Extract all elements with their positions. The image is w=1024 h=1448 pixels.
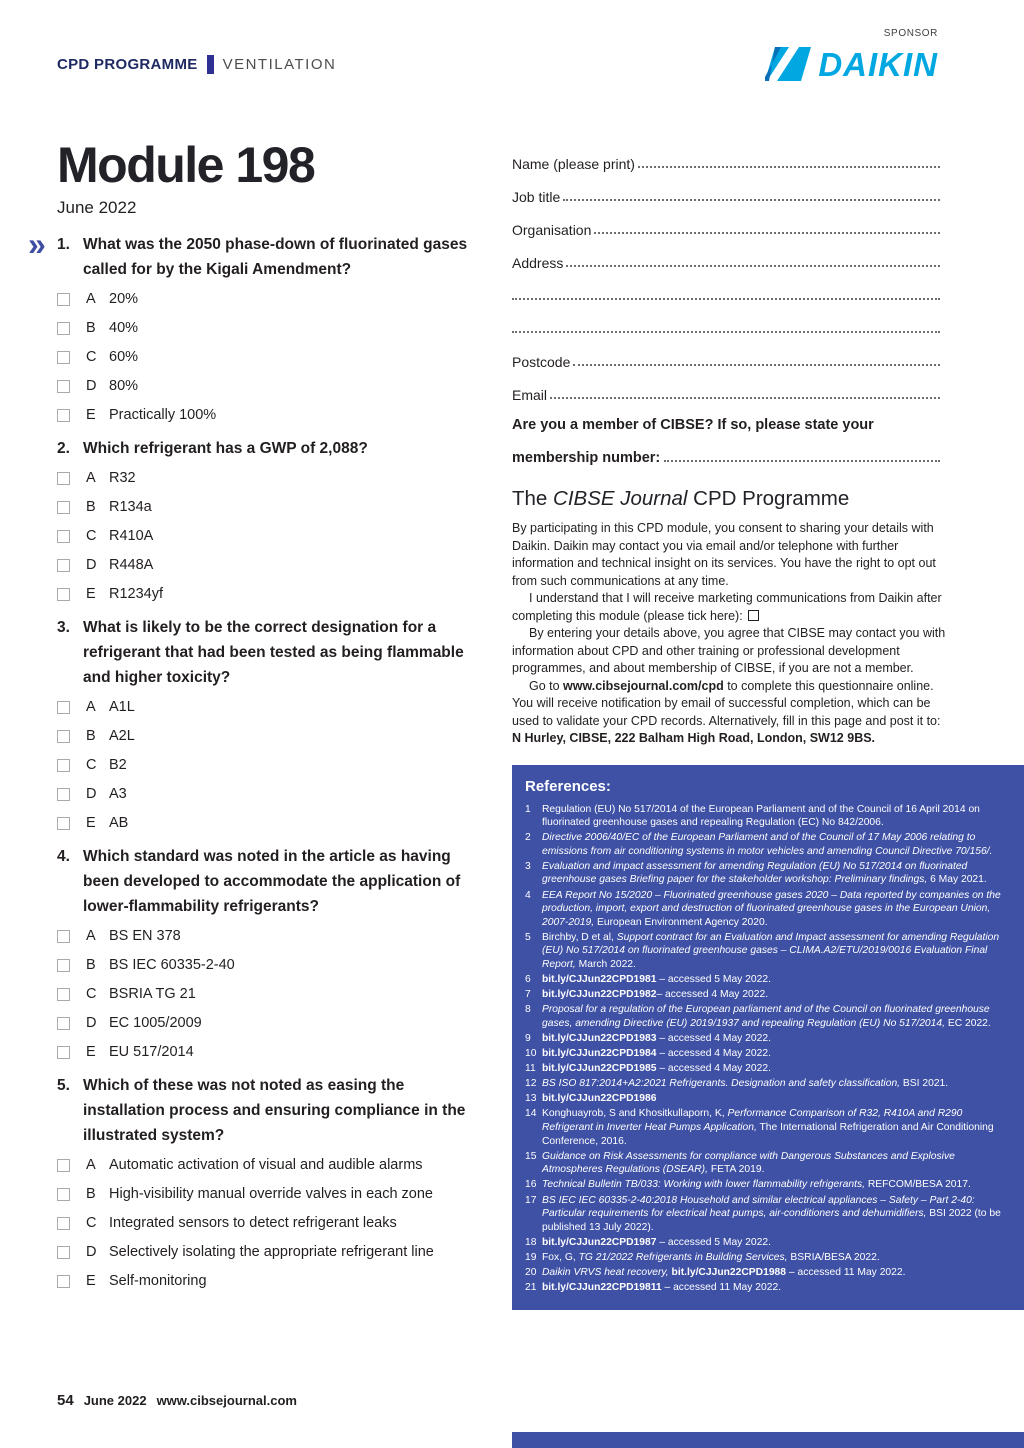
text-segment: – accessed 4 May 2022. bbox=[656, 989, 769, 1001]
option-letter: A bbox=[86, 699, 96, 715]
cpd-paragraph bbox=[512, 520, 948, 590]
reference-item bbox=[525, 988, 1008, 1002]
option-label: EU 517/2014 bbox=[109, 1044, 194, 1060]
reference-text bbox=[542, 1178, 1008, 1192]
form-field-label: Organisation bbox=[512, 222, 592, 238]
footer bbox=[57, 1392, 297, 1409]
bold-text: www.cibsejournal.com/cpd bbox=[563, 678, 724, 693]
option-label: B2 bbox=[109, 757, 127, 773]
form-field-label: Address bbox=[512, 255, 564, 271]
reference-text bbox=[542, 1194, 1008, 1235]
title-journal-name: CIBSE Journal bbox=[553, 487, 688, 510]
text-segment: March 2022. bbox=[575, 959, 636, 971]
question-text: What is likely to be the correct designation for a refrigerant that had been tested as being flammable and higher toxicity? bbox=[83, 619, 464, 686]
option-checkbox[interactable] bbox=[57, 930, 70, 943]
answer-option bbox=[57, 1273, 485, 1289]
form-field-row bbox=[512, 305, 940, 338]
text-segment: REFCOM/BESA 2017. bbox=[864, 1179, 971, 1191]
reference-item bbox=[525, 1032, 1008, 1046]
brandline bbox=[57, 55, 336, 74]
reference-text bbox=[542, 988, 1008, 1002]
reference-text bbox=[542, 1003, 1008, 1030]
reference-item bbox=[525, 803, 1008, 830]
form-field-line[interactable] bbox=[638, 160, 940, 168]
reference-number: 13 bbox=[525, 1093, 537, 1105]
italic-text: Directive 2006/40/EC of the European Parliament and of the Council of 17 May 2006 relating to emissions from air conditioning systems in motor vehicles and amending Council Directive 70/156/. bbox=[542, 832, 993, 857]
option-letter: C bbox=[86, 349, 97, 365]
chevron-right-icon: » bbox=[28, 226, 46, 262]
reference-text bbox=[542, 1107, 1008, 1148]
option-label: R134a bbox=[109, 499, 152, 515]
bold-text: N Hurley, CIBSE, 222 Balham High Road, London, SW12 9BS. bbox=[512, 731, 876, 745]
footer-website: www.cibsejournal.com bbox=[156, 1393, 297, 1408]
member-number-row bbox=[512, 433, 940, 467]
sponsor-label: SPONSOR bbox=[883, 28, 938, 39]
module-title: Module 198 bbox=[57, 137, 315, 193]
italic-text: EEA Report No 15/2020 – Fluorinated greenhouse gases 2020 – Data reported by companies on the production, import, export and destruction of fluorinated greenhouse gases in the European Union, 2007-2019, bbox=[542, 889, 1001, 928]
italic-text: Support contract for an Evaluation and Impact assessment for amending Regulation (EU) No 517/2014 on fluorinated greenhouse gases – CLIMA.A2/ETU/2019/0016 Evaluation Final Report, bbox=[542, 931, 1000, 971]
form-field-line[interactable] bbox=[563, 193, 940, 201]
questions-column bbox=[57, 138, 485, 1302]
option-letter: E bbox=[86, 1044, 96, 1060]
reference-number: 10 bbox=[525, 1048, 537, 1060]
option-label: A2L bbox=[109, 728, 135, 744]
answer-option bbox=[57, 1044, 485, 1060]
option-letter: A bbox=[86, 291, 96, 307]
cpd-paragraph bbox=[512, 625, 948, 678]
question-text: Which refrigerant has a GWP of 2,088? bbox=[83, 440, 368, 457]
option-checkbox[interactable] bbox=[57, 588, 70, 601]
reference-number: 9 bbox=[525, 1033, 531, 1044]
form-field-label: Postcode bbox=[512, 354, 571, 370]
option-checkbox[interactable] bbox=[57, 1017, 70, 1030]
text-segment: I understand that I will receive marketing communications from Daikin after completing this module (please tick here): bbox=[512, 591, 942, 623]
reference-item bbox=[525, 1178, 1008, 1192]
question-header bbox=[57, 232, 485, 282]
reference-item bbox=[525, 1281, 1008, 1295]
bold-text: bit.ly/CJJun22CPD1985 bbox=[542, 1063, 657, 1075]
option-label: Integrated sensors to detect refrigerant leaks bbox=[109, 1215, 397, 1231]
reference-item bbox=[525, 889, 1008, 930]
answer-option bbox=[57, 1015, 485, 1031]
option-checkbox[interactable] bbox=[57, 351, 70, 364]
answer-option bbox=[57, 1244, 485, 1260]
bold-text: bit.ly/CJJun22CPD1987 bbox=[542, 1236, 657, 1248]
option-letter: E bbox=[86, 586, 96, 602]
bold-text: bit.ly/CJJun22CPD1981 bbox=[542, 974, 657, 986]
reference-number: 19 bbox=[525, 1251, 537, 1263]
answer-option bbox=[57, 699, 485, 715]
italic-text: Technical Bulletin TB/033: Working with lower flammability refrigerants, bbox=[542, 1179, 865, 1191]
questions-list bbox=[57, 232, 485, 1289]
reference-text bbox=[542, 1062, 1008, 1076]
question-header bbox=[57, 1073, 485, 1148]
option-letter: B bbox=[86, 499, 96, 515]
answer-option bbox=[57, 528, 485, 544]
option-letter: D bbox=[86, 1244, 97, 1260]
reference-number: 12 bbox=[525, 1078, 537, 1090]
option-checkbox[interactable] bbox=[57, 788, 70, 801]
option-checkbox[interactable] bbox=[57, 817, 70, 830]
option-checkbox[interactable] bbox=[57, 1246, 70, 1259]
cpd-paragraph bbox=[512, 590, 948, 625]
form-field-label: Email bbox=[512, 387, 548, 403]
bottom-blue-box bbox=[512, 1432, 1024, 1448]
italic-text: BS ISO 817:2014+A2:2021 Refrigerants. Designation and safety classification, bbox=[542, 1078, 901, 1090]
text-segment: – accessed 4 May 2022. bbox=[656, 1063, 771, 1075]
option-letter: B bbox=[86, 320, 96, 336]
answer-option bbox=[57, 815, 485, 831]
option-letter: C bbox=[86, 757, 97, 773]
option-checkbox[interactable] bbox=[57, 959, 70, 972]
reference-item bbox=[525, 860, 1008, 887]
reference-number: 6 bbox=[525, 974, 531, 986]
text-segment: Fox, G, bbox=[542, 1251, 579, 1263]
reference-item bbox=[525, 1077, 1008, 1091]
reference-text bbox=[542, 1266, 1008, 1280]
bold-text: bit.ly/CJJun22CPD19811 bbox=[542, 1282, 662, 1294]
cpd-paragraph bbox=[512, 678, 948, 748]
option-label: BS IEC 60335-2-40 bbox=[109, 957, 235, 973]
text-segment: BSI 2022 (to be published 13 July 2022). bbox=[542, 1208, 1001, 1233]
text-segment: – accessed 11 May 2022. bbox=[786, 1267, 906, 1278]
option-checkbox[interactable] bbox=[57, 759, 70, 772]
reference-text bbox=[542, 831, 1008, 858]
reference-number: 3 bbox=[525, 860, 531, 872]
member-number-label: membership number: bbox=[512, 450, 661, 466]
option-letter: B bbox=[86, 957, 96, 973]
answer-option bbox=[57, 928, 485, 944]
form-field-row bbox=[512, 239, 940, 272]
option-letter: A bbox=[86, 470, 96, 486]
references-box bbox=[512, 765, 1024, 1311]
reference-number: 1 bbox=[525, 803, 531, 815]
reference-text bbox=[542, 860, 1008, 887]
reference-item bbox=[525, 1150, 1008, 1177]
text-segment: – accessed 5 May 2022. bbox=[656, 1236, 771, 1248]
answer-option bbox=[57, 1157, 485, 1173]
option-checkbox[interactable] bbox=[57, 1275, 70, 1288]
answer-option bbox=[57, 1186, 485, 1202]
answer-option bbox=[57, 407, 485, 423]
option-letter: B bbox=[86, 728, 96, 744]
option-letter: B bbox=[86, 1186, 96, 1202]
reference-text bbox=[542, 1251, 1008, 1265]
option-checkbox[interactable] bbox=[57, 1046, 70, 1059]
italic-text: Daikin VRVS heat recovery, bbox=[542, 1267, 669, 1278]
italic-text: BS IEC IEC 60335-2-40:2018 Household and similar electrical appliances – Safety – Part 2-40: Particular requirements for electrical heat pumps, air-conditioners and dehumidifiers, bbox=[542, 1194, 975, 1220]
cpd-paragraphs bbox=[512, 520, 948, 748]
option-label: High-visibility manual override valves in each zone bbox=[109, 1186, 433, 1202]
option-letter: E bbox=[86, 1273, 96, 1289]
question-header bbox=[57, 615, 485, 690]
contact-form bbox=[512, 140, 940, 404]
answer-option bbox=[57, 349, 485, 365]
option-letter: D bbox=[86, 1015, 97, 1031]
option-label: 20% bbox=[109, 291, 139, 307]
bold-text: bit.ly/CJJun22CPD1984 bbox=[542, 1048, 657, 1060]
option-letter: A bbox=[86, 928, 96, 944]
text-segment: – accessed 5 May 2022. bbox=[656, 974, 771, 986]
option-label: EC 1005/2009 bbox=[109, 1015, 202, 1031]
form-field-line[interactable] bbox=[573, 358, 940, 366]
bold-text: bit.ly/CJJun22CPD1988 bbox=[671, 1267, 787, 1278]
form-column bbox=[512, 140, 1024, 1310]
references-title: References: bbox=[525, 777, 611, 795]
answer-option bbox=[57, 957, 485, 973]
answer-option bbox=[57, 586, 485, 602]
title-prefix: The bbox=[512, 487, 554, 510]
reference-text bbox=[542, 889, 1008, 930]
answer-option bbox=[57, 378, 485, 394]
reference-number: 15 bbox=[525, 1150, 537, 1162]
section-label: VENTILATION bbox=[222, 56, 337, 73]
cpd-programme-label: CPD PROGRAMME bbox=[57, 56, 198, 73]
module-date: June 2022 bbox=[57, 198, 137, 217]
option-letter: E bbox=[86, 815, 96, 831]
answer-option bbox=[57, 986, 485, 1002]
bold-text: bit.ly/CJJun22CPD1986 bbox=[542, 1093, 657, 1105]
form-field-line[interactable] bbox=[566, 259, 940, 267]
form-field-line[interactable] bbox=[512, 292, 940, 300]
reference-number: 11 bbox=[525, 1063, 536, 1075]
option-label: AB bbox=[109, 815, 129, 831]
text-segment: By entering your details above, you agree that CIBSE may contact you with information about CPD and other training or professional development programmes, and about membership of CIBSE, if you are not a member. bbox=[512, 626, 946, 675]
option-checkbox[interactable] bbox=[57, 1159, 70, 1172]
sponsor-block bbox=[765, 28, 938, 81]
option-checkbox[interactable] bbox=[57, 293, 70, 306]
option-checkbox[interactable] bbox=[57, 1217, 70, 1230]
answer-option bbox=[57, 320, 485, 336]
reference-number: 17 bbox=[525, 1194, 537, 1206]
reference-text bbox=[542, 803, 1008, 830]
option-label: Selectively isolating the appropriate refrigerant line bbox=[109, 1244, 434, 1260]
reference-number: 16 bbox=[525, 1179, 537, 1191]
form-field-row bbox=[512, 140, 940, 173]
question-number: 5. bbox=[57, 1077, 70, 1094]
option-letter: D bbox=[86, 557, 97, 573]
footer-date: June 2022 bbox=[83, 1393, 147, 1408]
reference-text bbox=[542, 1032, 1008, 1046]
form-field-label: Name (please print) bbox=[512, 156, 635, 172]
answer-option bbox=[57, 728, 485, 744]
option-checkbox[interactable] bbox=[57, 730, 70, 743]
text-segment: Konghuayrob, S and Khositkullaporn, K, bbox=[542, 1108, 728, 1120]
cpd-programme-title bbox=[512, 487, 1024, 511]
option-label: Practically 100% bbox=[109, 407, 217, 423]
reference-item bbox=[525, 1062, 1008, 1076]
option-checkbox[interactable] bbox=[57, 559, 70, 572]
italic-text: Performance Comparison of R32, R410A and R290 Refrigerant in Inverter Heat Pumps Application, bbox=[542, 1108, 963, 1134]
option-letter: A bbox=[86, 1157, 96, 1173]
option-label: BSRIA TG 21 bbox=[109, 986, 196, 1002]
reference-number: 8 bbox=[525, 1004, 531, 1016]
reference-number: 5 bbox=[525, 931, 531, 943]
question-number: 3. bbox=[57, 619, 70, 636]
question-header bbox=[57, 844, 485, 919]
option-letter: D bbox=[86, 786, 97, 802]
reference-item bbox=[525, 1266, 1008, 1280]
reference-item bbox=[525, 1107, 1008, 1148]
question-text: Which standard was noted in the article as having been developed to accommodate the application of lower-flammability refrigerants? bbox=[83, 848, 461, 915]
text-segment: Go to bbox=[529, 678, 564, 693]
form-field-row bbox=[512, 206, 940, 239]
reference-number: 21 bbox=[525, 1282, 537, 1294]
reference-item bbox=[525, 1251, 1008, 1265]
text-segment: BSI 2021. bbox=[900, 1078, 949, 1090]
reference-item bbox=[525, 1003, 1008, 1030]
form-field-row bbox=[512, 272, 940, 305]
reference-item bbox=[525, 973, 1008, 987]
question bbox=[57, 232, 485, 423]
option-label: R32 bbox=[109, 470, 136, 486]
text-segment: Birchby, D et al, bbox=[542, 931, 617, 943]
reference-number: 14 bbox=[525, 1108, 537, 1120]
option-checkbox[interactable] bbox=[57, 530, 70, 543]
option-checkbox[interactable] bbox=[57, 988, 70, 1001]
question-number: 2. bbox=[57, 440, 70, 457]
reference-item bbox=[525, 1092, 1008, 1106]
text-segment: By participating in this CPD module, you consent to sharing your details with Daikin. Daikin may contact you via email and/or telephone with further information and technical insight on its services. You have the right to opt out from such communications at any time. bbox=[512, 521, 936, 588]
option-checkbox[interactable] bbox=[57, 380, 70, 393]
answer-option bbox=[57, 1215, 485, 1231]
text-segment: – accessed 4 May 2022. bbox=[656, 1033, 771, 1044]
answer-option bbox=[57, 499, 485, 515]
bold-text: bit.ly/CJJun22CPD1983 bbox=[542, 1033, 657, 1044]
text-segment: Regulation (EU) No 517/2014 of the European Parliament and of the Council of 16 April 2014 on fluorinated greenhouse gases and repealing Regulation (EC) No 842/2006. bbox=[542, 803, 980, 829]
reference-item bbox=[525, 1047, 1008, 1061]
reference-number: 7 bbox=[525, 989, 531, 1001]
reference-text bbox=[542, 931, 1008, 972]
reference-number: 2 bbox=[525, 832, 531, 844]
option-checkbox[interactable] bbox=[57, 472, 70, 485]
answer-option bbox=[57, 557, 485, 573]
answer-option bbox=[57, 786, 485, 802]
question bbox=[57, 844, 485, 1060]
form-field-row bbox=[512, 371, 940, 404]
option-label: 40% bbox=[109, 320, 139, 336]
option-label: BS EN 378 bbox=[109, 928, 181, 944]
divider-bar bbox=[207, 55, 214, 74]
option-checkbox[interactable] bbox=[57, 501, 70, 514]
text-segment: 6 May 2021. bbox=[927, 874, 987, 886]
italic-text: Evaluation and impact assessment for amending Regulation (EU) No 517/2014 on fluorinated greenhouse gases Briefing paper for the stakeholder workshop: Preliminary findings, bbox=[542, 860, 968, 886]
text-segment: – accessed 11 May 2022. bbox=[661, 1282, 782, 1294]
tick-here-checkbox[interactable] bbox=[748, 610, 759, 621]
member-question-line: Are you a member of CIBSE? If so, please state your bbox=[512, 417, 874, 433]
option-letter: C bbox=[86, 1215, 97, 1231]
option-checkbox[interactable] bbox=[57, 409, 70, 422]
option-letter: E bbox=[86, 407, 96, 423]
reference-text bbox=[542, 1077, 1008, 1091]
form-field-label: Job title bbox=[512, 189, 561, 205]
text-segment: EC 2022. bbox=[944, 1017, 991, 1029]
question-header bbox=[57, 436, 485, 461]
question bbox=[57, 436, 485, 602]
option-letter: C bbox=[86, 528, 97, 544]
form-field-line[interactable] bbox=[594, 226, 940, 234]
daikin-logo-icon bbox=[765, 47, 811, 81]
answer-option bbox=[57, 470, 485, 486]
italic-text: Guidance on Risk Assessments for compliance with Dangerous Substances and Explosive Atmospheres Regulations (DSEAR), bbox=[542, 1150, 955, 1176]
text-segment: BSRIA/BESA 2022. bbox=[787, 1251, 880, 1263]
text-segment: European Environment Agency 2020. bbox=[594, 916, 768, 928]
daikin-logo bbox=[765, 47, 938, 81]
references-list bbox=[525, 803, 1008, 1295]
option-label: Automatic activation of visual and audible alarms bbox=[109, 1157, 423, 1173]
option-letter: D bbox=[86, 378, 97, 394]
italic-text: TG 21/2022 Refrigerants in Building Services, bbox=[578, 1251, 788, 1263]
form-field-line[interactable] bbox=[550, 391, 940, 399]
question bbox=[57, 1073, 485, 1289]
reference-number: 4 bbox=[525, 889, 531, 901]
option-label: 60% bbox=[109, 349, 139, 365]
reference-text bbox=[542, 973, 1008, 987]
question-number: 4. bbox=[57, 848, 70, 865]
reference-item bbox=[525, 831, 1008, 858]
title-suffix: CPD Programme bbox=[687, 487, 850, 510]
reference-item bbox=[525, 1236, 1008, 1250]
reference-item bbox=[525, 1194, 1008, 1235]
option-checkbox[interactable] bbox=[57, 701, 70, 714]
text-segment: The International Refrigeration and Air Conditioning Conference, 2016. bbox=[542, 1122, 994, 1147]
form-field-row bbox=[512, 338, 940, 371]
option-checkbox[interactable] bbox=[57, 1188, 70, 1201]
option-label: A3 bbox=[109, 786, 127, 802]
reference-text bbox=[542, 1150, 1008, 1177]
reference-text bbox=[542, 1047, 1008, 1061]
member-number-line[interactable] bbox=[664, 454, 940, 462]
answer-option bbox=[57, 757, 485, 773]
reference-number: 20 bbox=[525, 1267, 537, 1278]
page-number: 54 bbox=[57, 1392, 74, 1409]
reference-text bbox=[542, 1281, 1008, 1295]
option-label: A1L bbox=[109, 699, 135, 715]
form-field-row bbox=[512, 173, 940, 206]
text-segment: – accessed 4 May 2022. bbox=[656, 1048, 771, 1060]
option-label: 80% bbox=[109, 378, 139, 394]
reference-text bbox=[542, 1092, 1008, 1106]
question-text: What was the 2050 phase-down of fluorinated gases called for by the Kigali Amendment? bbox=[83, 236, 468, 278]
text-segment: FETA 2019. bbox=[707, 1164, 765, 1176]
reference-number: 18 bbox=[525, 1236, 537, 1248]
option-label: R1234yf bbox=[109, 586, 164, 602]
option-label: R448A bbox=[109, 557, 154, 573]
option-label: R410A bbox=[109, 528, 154, 544]
option-letter: C bbox=[86, 986, 97, 1002]
reference-text bbox=[542, 1236, 1008, 1250]
question-text: Which of these was not noted as easing the installation process and ensuring compliance in the illustrated system? bbox=[83, 1077, 466, 1144]
question bbox=[57, 615, 485, 831]
answer-option bbox=[57, 291, 485, 307]
question-number: 1. bbox=[57, 236, 70, 253]
italic-text: Proposal for a regulation of the European parliament and of the Council on fluorinated greenhouse gases, amending Directive (EU) 2019/1937 and repealing Regulation (EU) No 517/2014, bbox=[542, 1004, 990, 1029]
form-field-line[interactable] bbox=[512, 325, 940, 333]
reference-item bbox=[525, 931, 1008, 972]
option-label: Self-monitoring bbox=[109, 1273, 207, 1289]
option-checkbox[interactable] bbox=[57, 322, 70, 335]
daikin-wordmark: DAIKIN bbox=[818, 45, 938, 83]
text-segment: to complete this questionnaire online. You will receive notification by email of successful completion, which can be used to validate your CPD records. Alternatively, fill in this page and post it to: bbox=[512, 678, 941, 728]
bold-text: bit.ly/CJJun22CPD1982 bbox=[542, 989, 657, 1001]
